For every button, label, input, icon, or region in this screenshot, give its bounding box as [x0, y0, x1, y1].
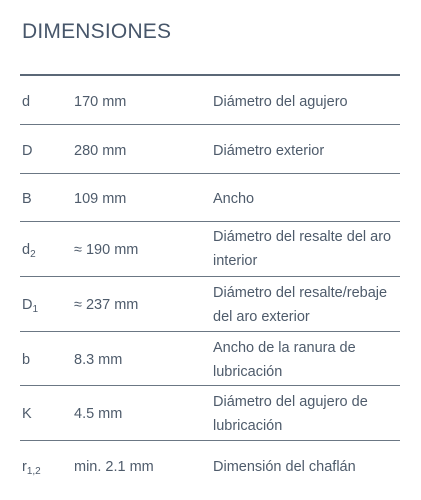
- table-row: [20, 386, 400, 441]
- page-title: DIMENSIONES: [22, 20, 172, 43]
- table-row: [20, 174, 400, 222]
- description: Diámetro exterior: [213, 143, 325, 159]
- dimensions-table: [20, 74, 400, 493]
- symbol: d: [22, 94, 31, 110]
- table-row: [20, 441, 400, 493]
- description: Dimensión del chaflán: [213, 459, 356, 475]
- symbol: K: [22, 406, 32, 422]
- value: ≈ 190 mm: [74, 242, 139, 258]
- value: 280 mm: [74, 143, 127, 159]
- symbol: $D_1$: [22, 297, 39, 315]
- table-row: [20, 76, 400, 125]
- description: Diámetro del resalte/rebaje del aro exterior: [213, 285, 388, 325]
- value: 109 mm: [74, 191, 127, 207]
- table-row: [20, 125, 400, 174]
- value: ≈ 237 mm: [74, 297, 139, 313]
- value: 8.3 mm: [74, 352, 123, 368]
- table-row: [20, 222, 400, 277]
- value: 170 mm: [74, 94, 127, 110]
- value: min. 2.1 mm: [74, 459, 154, 475]
- symbol: B: [22, 191, 32, 207]
- symbol: D: [22, 143, 33, 159]
- symbol: $r_{1,2}$: [22, 459, 41, 477]
- value: 4.5 mm: [74, 406, 123, 422]
- description: Diámetro del resalte del aro interior: [213, 229, 392, 269]
- description: Ancho: [213, 191, 255, 207]
- table-row: [20, 277, 400, 332]
- description: Diámetro del agujero: [213, 94, 348, 110]
- symbol: b: [22, 352, 31, 368]
- symbol: $d_2$: [22, 242, 36, 260]
- description: Ancho de la ranura de lubricación: [213, 340, 356, 380]
- description: Diámetro del agujero de lubricación: [213, 394, 368, 434]
- table-row: [20, 332, 400, 386]
